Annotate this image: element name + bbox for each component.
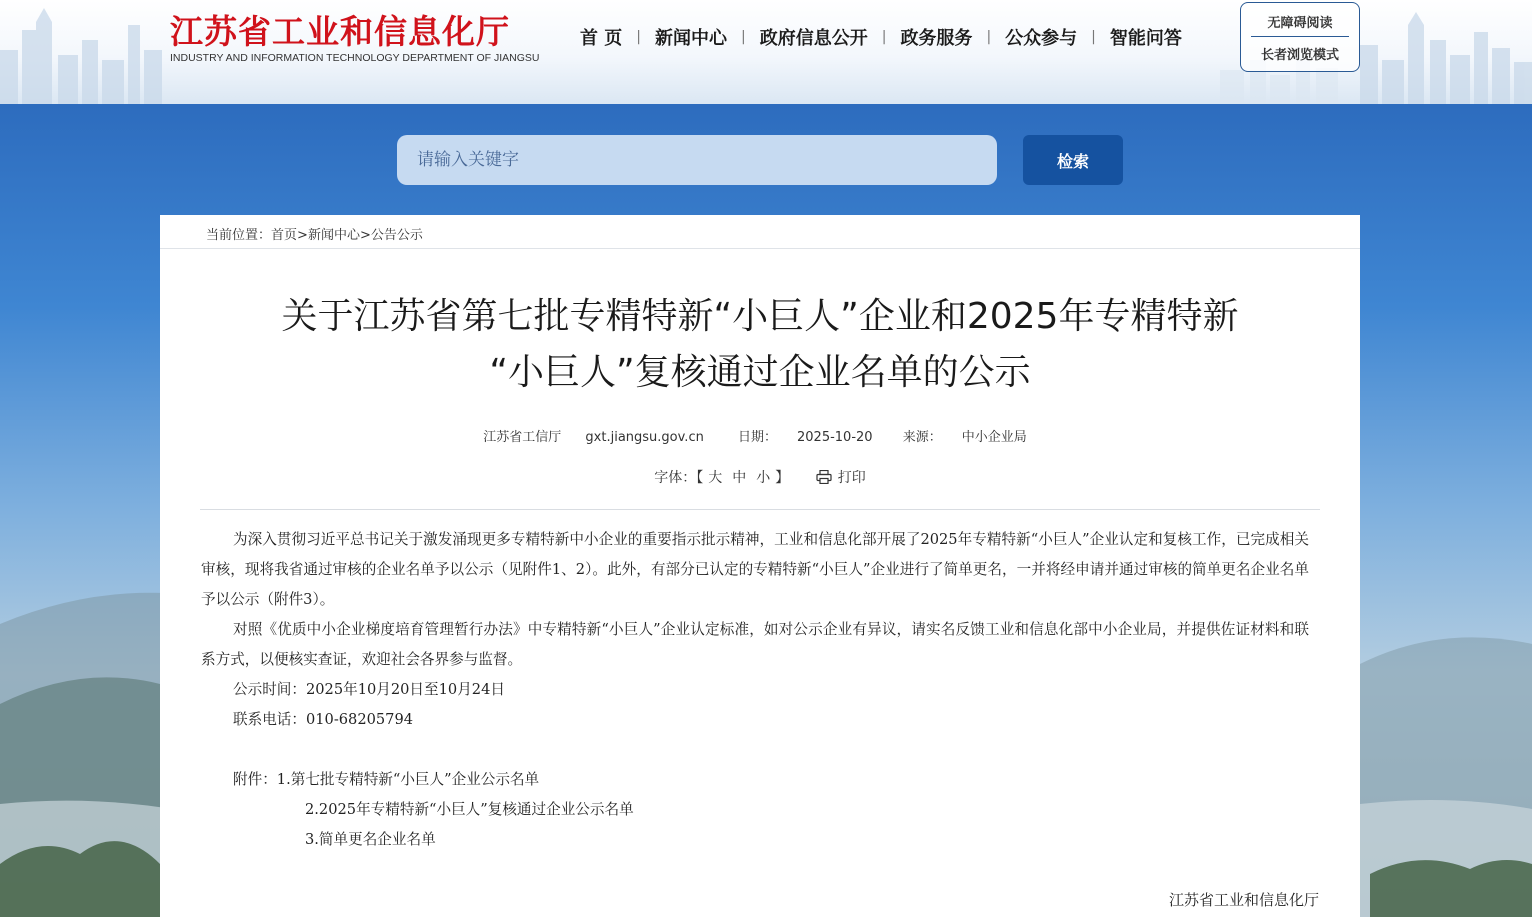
- barrier-free-reading-button[interactable]: 无障碍阅读: [1267, 16, 1333, 31]
- font-size-large-button[interactable]: 大: [708, 470, 723, 486]
- printer-icon: [816, 470, 832, 484]
- font-size-medium-button[interactable]: 中: [732, 470, 747, 486]
- attachment-link-3[interactable]: 3.简单更名企业名单: [305, 831, 436, 848]
- breadcrumb-prefix: 当前位置：: [206, 228, 272, 243]
- main-navigation: [566, 24, 1196, 50]
- bracket-close: 】: [775, 470, 790, 486]
- article-source: [893, 430, 1037, 445]
- bracket-open: 【: [696, 470, 704, 486]
- article-date: [728, 430, 883, 445]
- print-button[interactable]: [816, 470, 866, 486]
- article-title: [200, 289, 1320, 401]
- article-signature: 江苏省工业和信息化厅: [1168, 891, 1319, 909]
- nav-gov-info-disclosure[interactable]: 政府信息公开: [759, 28, 868, 49]
- article-paragraph: 为深入贯彻习近平总书记关于激发涌现更多专精特新中小企业的重要指示批示精神，工业和信息化部开展了2025年专精特新“小巨人”企业认定和复核工作，已完成相关审核，现将我省通过审核的企业名单予以公示（见附件1、2）。此外，有部分已认定的专精特新“小巨人”企业进行了简单更名，一并将经申请并通过审核的简单更名企业名单予以公示（附件3）。: [201, 531, 1309, 608]
- contact-phone: 联系电话：010-68205794: [233, 711, 414, 728]
- site-logo-title[interactable]: 江苏省工业和信息化厅: [170, 12, 510, 51]
- attachment-link-2[interactable]: 2.2025年专精特新“小巨人”复核通过企业公示名单: [305, 801, 634, 818]
- breadcrumb: [206, 224, 423, 243]
- site-logo-subtitle: INDUSTRY AND INFORMATION TECHNOLOGY DEPARTMENT OF JIANGSU: [170, 52, 540, 64]
- article-container: [160, 215, 1360, 917]
- nav-news-center[interactable]: 新闻中心: [655, 28, 727, 49]
- source-label: 来源：: [902, 430, 942, 445]
- nav-gov-services[interactable]: 政务服务: [900, 28, 973, 49]
- search-input[interactable]: [397, 135, 997, 185]
- search-button[interactable]: 检索: [1023, 135, 1123, 185]
- nav-separator: |: [986, 29, 992, 45]
- nav-separator: |: [881, 29, 887, 45]
- breadcrumb-separator: >: [359, 228, 371, 243]
- nav-public-participation[interactable]: 公众参与: [1005, 28, 1078, 49]
- article-tools: [160, 467, 1360, 487]
- nav-home[interactable]: 首 页: [580, 28, 623, 49]
- accessibility-divider: [1251, 36, 1349, 37]
- attachments-label: 附件：: [233, 771, 277, 788]
- content-divider: [200, 509, 1320, 510]
- breadcrumb-announcements[interactable]: 公告公示: [370, 228, 423, 243]
- site-header: [0, 0, 1532, 104]
- notice-period: 公示时间：2025年10月20日至10月24日: [233, 681, 505, 698]
- print-label: 打印: [837, 470, 866, 486]
- article-meta: [160, 426, 1360, 445]
- font-size-label: 字体：: [654, 470, 697, 486]
- date-label: 日期：: [737, 430, 777, 445]
- article-paragraph: 对照《优质中小企业梯度培育管理暂行办法》中专精特新“小巨人”企业认定标准，如对公示企业有异议，请实名反馈工业和信息化部中小企业局，并提供佐证材料和联系方式，以便核实查证，欢迎社会各界参与监督。: [201, 621, 1309, 668]
- article-title-line2: “小巨人”复核通过企业名单的公示: [489, 352, 1031, 393]
- breadcrumb-news-center[interactable]: 新闻中心: [307, 228, 360, 243]
- spacer: [201, 735, 1309, 765]
- elderly-mode-button[interactable]: 长者浏览模式: [1260, 48, 1339, 63]
- article-title-line1: 关于江苏省第七批专精特新“小巨人”企业和2025年专精特新: [281, 296, 1239, 337]
- attachment-row: [201, 825, 1309, 855]
- attachment-link-1[interactable]: 1.第七批专精特新“小巨人”企业公示名单: [276, 771, 540, 788]
- article-body: [201, 525, 1309, 855]
- breadcrumb-separator: >: [297, 228, 308, 243]
- accessibility-panel: [1240, 2, 1360, 72]
- nav-separator: |: [636, 29, 641, 45]
- nav-separator: |: [1091, 29, 1096, 45]
- source-value: 中小企业局: [961, 430, 1027, 445]
- article-site: gxt.jiangsu.gov.cn: [585, 430, 704, 445]
- article-publisher: 江苏省工信厅: [483, 430, 562, 445]
- breadcrumb-home[interactable]: 首页: [271, 228, 298, 243]
- breadcrumb-bar: [160, 215, 1360, 249]
- attachment-row: [201, 765, 1309, 795]
- attachment-row: [201, 795, 1309, 825]
- date-value: 2025-10-20: [797, 430, 873, 445]
- font-size-small-button[interactable]: 小: [756, 470, 771, 486]
- nav-separator: |: [741, 29, 746, 45]
- nav-smart-qa[interactable]: 智能问答: [1109, 28, 1182, 49]
